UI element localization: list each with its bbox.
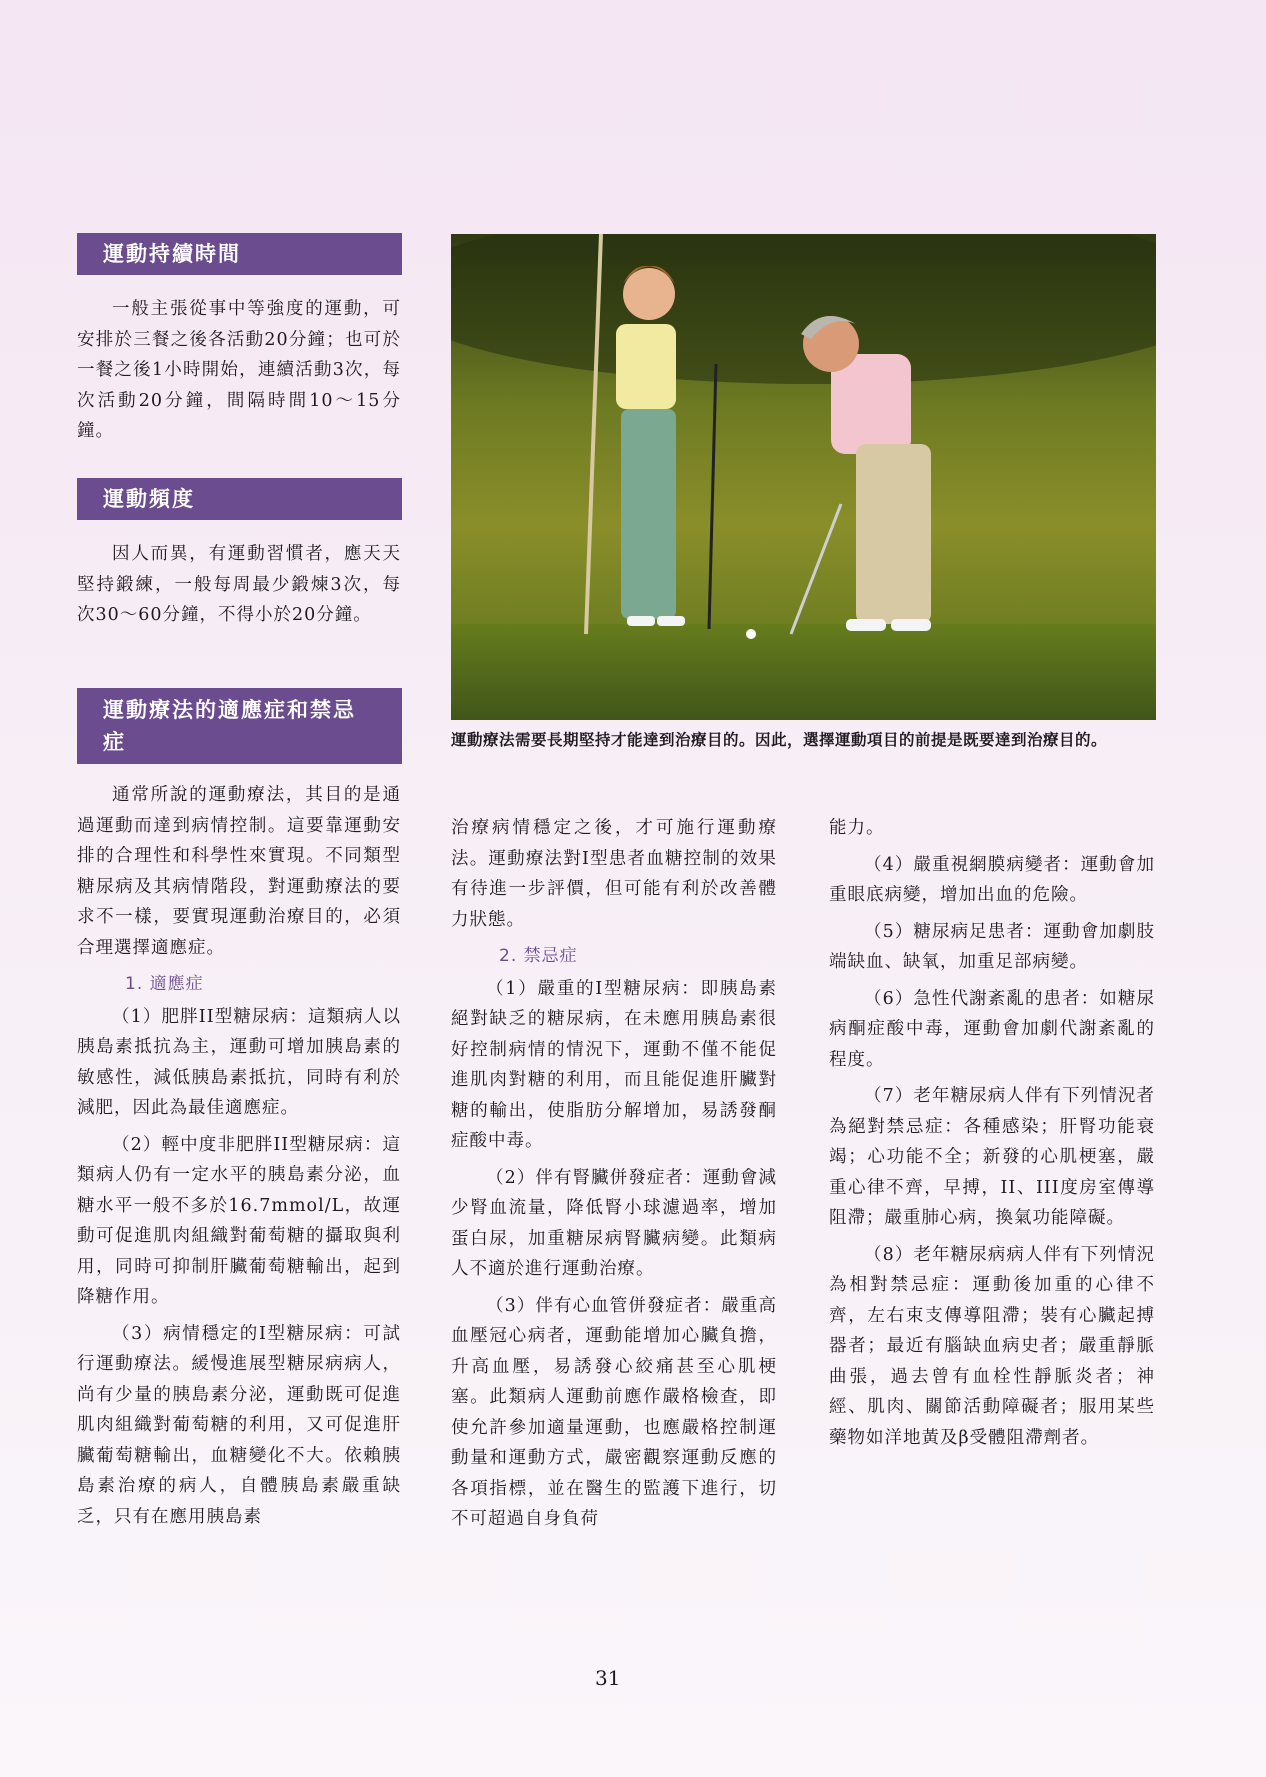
frequency-section (77, 539, 401, 637)
heading-text: 運動持續時間 (103, 242, 241, 266)
contraindication-7: （7）老年糖尿病人伴有下列情況者為絕對禁忌症：各種感染；肝腎功能衰竭；心功能不全；新發的心肌梗塞，嚴重心律不齊，早搏，II、III度房室傳導阻滯；嚴重肺心病，換氣功能障礙。 (829, 1086, 1155, 1228)
contraindication-2: （2）伴有腎臟併發症者：運動會減少腎血流量，降低腎小球濾過率，增加蛋白尿，加重糖尿病腎臟病變。此類病人不適於進行運動治療。 (451, 1167, 777, 1279)
golf-photo-illustration (451, 234, 1156, 720)
indication-2: （2）輕中度非肥胖II型糖尿病：這類病人仍有一定水平的胰島素分泌，血糖水平一般不多於16.7mmol/L，故運動可促進肌肉組織對葡萄糖的攝取與利用，同時可抑制肝臟葡萄糖輸出，起到降糖作用。 (77, 1134, 401, 1307)
photo-caption: 運動療法需要長期堅持才能達到治療目的。因此，選擇運動項目的前提是既要達到治療目的。 (451, 731, 1108, 749)
indication-1: （1）肥胖II型糖尿病：這類病人以胰島素抵抗為主，運動可增加胰島素的敏感性，減低胰島素抵抗，同時有利於減肥，因此為最佳適應症。 (77, 1006, 401, 1118)
intro-paragraph: 通常所說的運動療法，其目的是通過運動而達到病情控制。這要靠運動安排的合理性和科學性來實現。不同類型糖尿病及其病情階段，對運動療法的要求不一樣，要實現運動治療目的，必須合理選擇適應症。 (77, 785, 401, 958)
frequency-paragraph: 因人而異，有運動習慣者，應天天堅持鍛練，一般每周最少鍛煉3次，每次30～60分鐘，不得小於20分鐘。 (77, 544, 401, 625)
contraindication-3: （3）伴有心血管併發症者：嚴重高血壓冠心病者，運動能增加心臟負擔，升高血壓，易誘發心絞痛甚至心肌梗塞。此類病人運動前應作嚴格檢查，即使允許參加適量運動，也應嚴格控制運動量和運動方式，嚴密觀察運動反應的各項指標，並在醫生的監護下進行，切不可超過自身負荷 (451, 1295, 777, 1529)
contraindication-3-continued: 能力。 (829, 818, 885, 838)
indication-3-continued: 治療病情穩定之後，才可施行運動療法。運動療法對I型患者血糖控制的效果有待進一步評價，但可能有利於改善體力狀態。 (451, 818, 777, 930)
indications-subheading: 1. 適應症 (125, 974, 204, 994)
heading-indications (77, 688, 402, 764)
indication-3: （3）病情穩定的I型糖尿病：可試行運動療法。緩慢進展型糖尿病病人，尚有少量的胰島素分泌，運動既可促進肌肉組織對葡萄糖的利用，又可促進肝臟葡萄糖輸出，血糖變化不大。依賴胰島素治療的病人，自體胰島素嚴重缺乏，只有在應用胰島素 (77, 1323, 401, 1527)
duration-section (77, 294, 401, 453)
contraindication-6: （6）急性代謝紊亂的患者：如糖尿病酮症酸中毒，運動會加劇代謝紊亂的程度。 (829, 988, 1155, 1070)
heading-text: 運動療法的適應症和禁忌症 (103, 698, 356, 754)
heading-exercise-frequency (77, 478, 402, 520)
duration-paragraph: 一般主張從事中等強度的運動，可安排於三餐之後各活動20分鐘；也可於一餐之後1小時開始，連續活動3次，每次活動20分鐘，間隔時間10～15分鐘。 (77, 299, 401, 441)
contraindication-5: （5）糖尿病足患者：運動會加劇肢端缺血、缺氧，加重足部病變。 (829, 921, 1155, 972)
contraindication-8: （8）老年糖尿病病人伴有下列情況為相對禁忌症：運動後加重的心律不齊，左右束支傳導阻滯；裝有心臟起搏器者；最近有腦缺血病史者；嚴重靜脈曲張，過去曾有血栓性靜脈炎者；神經、肌肉、關節活動障礙者；服用某些藥物如洋地黃及β受體阻滯劑者。 (829, 1244, 1155, 1448)
heading-exercise-duration (77, 233, 402, 275)
golf-photo (451, 234, 1156, 720)
contraindications-subheading: 2. 禁忌症 (499, 946, 578, 966)
page-number: 31 (595, 1666, 621, 1690)
contraindication-4: （4）嚴重視網膜病變者：運動會加重眼底病變，增加出血的危險。 (829, 854, 1155, 905)
column-1 (77, 780, 401, 1538)
contraindication-1: （1）嚴重的I型糖尿病：即胰島素絕對缺乏的糖尿病，在未應用胰島素很好控制病情的情況下，運動不僅不能促進肌肉對糖的利用，而且能促進肝臟對糖的輸出，使脂肪分解增加，易誘發酮症酸中毒。 (451, 978, 777, 1151)
heading-text: 運動頻度 (103, 487, 195, 511)
column-2 (451, 813, 777, 1541)
column-3 (829, 813, 1155, 1459)
